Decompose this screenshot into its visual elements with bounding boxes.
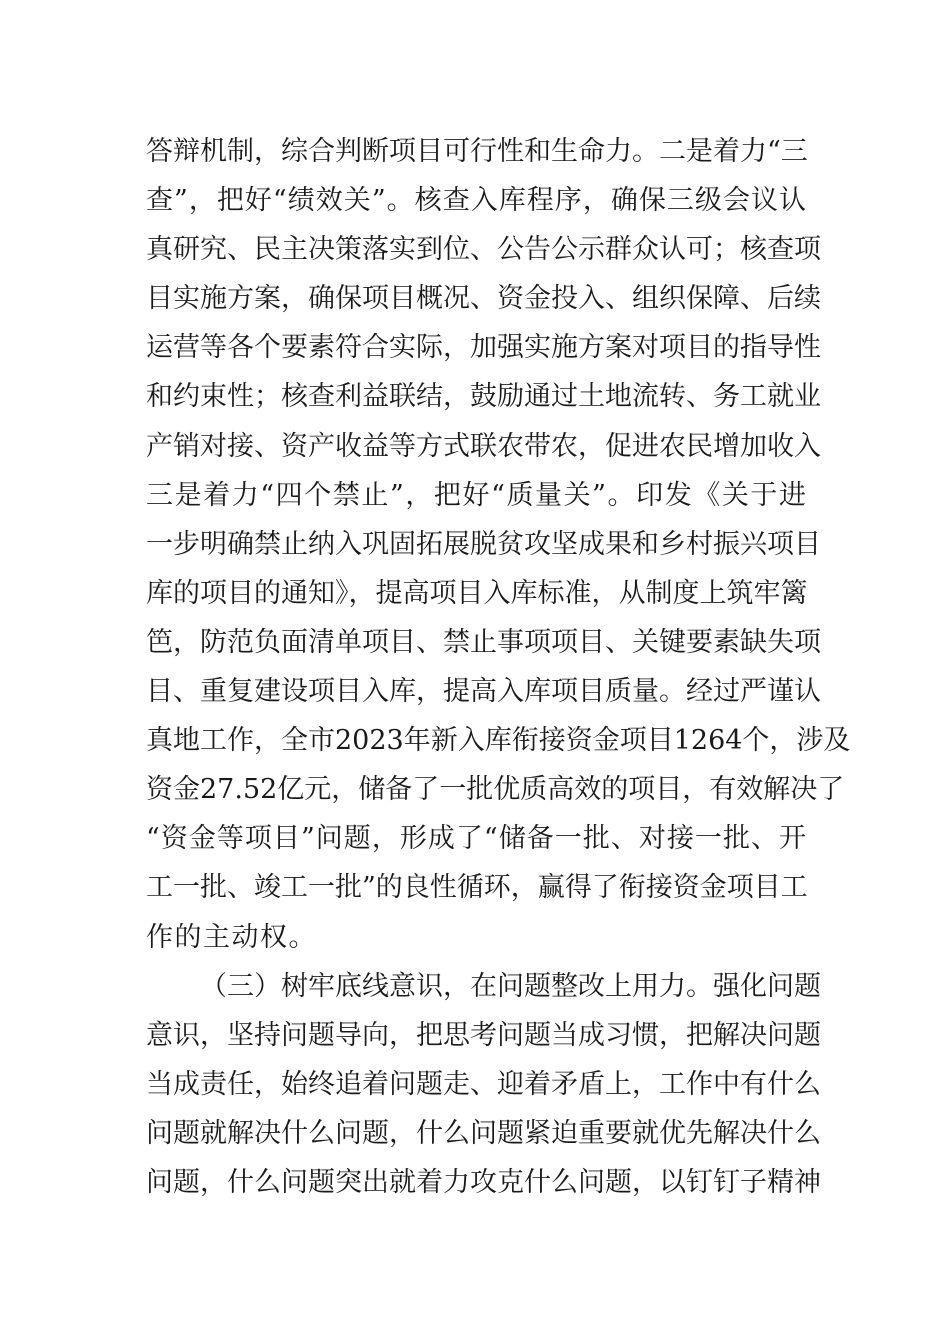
text-line: 意识，坚持问题导向，把思考问题当成习惯，把解决问题 [146, 1019, 821, 1051]
text-line: 当成责任，始终追着问题走、迎着矛盾上，工作中有什么 [146, 1068, 821, 1100]
text-line: 工一批、竣工一批”的良性循环，赢得了衔接资金项目工 [146, 872, 808, 904]
text-line: 和约束性；核查利益联结，鼓励通过土地流转、务工就业 [146, 381, 821, 413]
text-line: 目、重复建设项目入库，提高入库项目质量。经过严谨认 [146, 676, 821, 708]
text-line: 笆，防范负面清单项目、禁止事项项目、关键要素缺失项 [146, 626, 821, 658]
text-line: 运营等各个要素符合实际，加强实施方案对项目的指导性 [146, 332, 821, 364]
body-text [146, 127, 851, 1207]
text-line: 产销对接、资产收益等方式联农带农，促进农民增加收入 [146, 430, 821, 462]
text-line: 真地工作，全市2023年新入库衔接资金项目1264个，涉及 [146, 725, 851, 757]
text-line: 查”，把好“绩效关”。核查入库程序，确保三级会议认 [146, 185, 806, 217]
text-line: 一步明确禁止纳入巩固拓展脱贫攻坚成果和乡村振兴项目 [146, 528, 821, 560]
text-line: “资金等项目”问题，形成了“储备一批、对接一批、开 [146, 823, 806, 855]
section-heading-line: （三）树牢底线意识，在问题整改上用力。强化问题 [200, 970, 821, 1002]
text-line: 资金27.52亿元，储备了一批优质高效的项目，有效解决了 [146, 774, 845, 806]
text-line: 作的主动权。 [146, 921, 317, 953]
text-line: 答辩机制，综合判断项目可行性和生命力。二是着力“三 [146, 136, 808, 167]
text-line: 目实施方案，确保项目概况、资金投入、组织保障、后续 [146, 283, 821, 315]
text-line: 库的项目的通知》，提高项目入库标准，从制度上筑牢篱 [146, 577, 808, 609]
text-line: 问题，什么问题突出就着力攻克什么问题，以钉钉子精神 [146, 1166, 821, 1198]
text-line: 三是着力“四个禁止”，把好“质量关”。印发《关于进 [146, 479, 806, 511]
text-line: 问题就解决什么问题，什么问题紧迫重要就优先解决什么 [146, 1117, 821, 1149]
text-line: 真研究、民主决策落实到位、公告公示群众认可；核查项 [146, 234, 821, 266]
